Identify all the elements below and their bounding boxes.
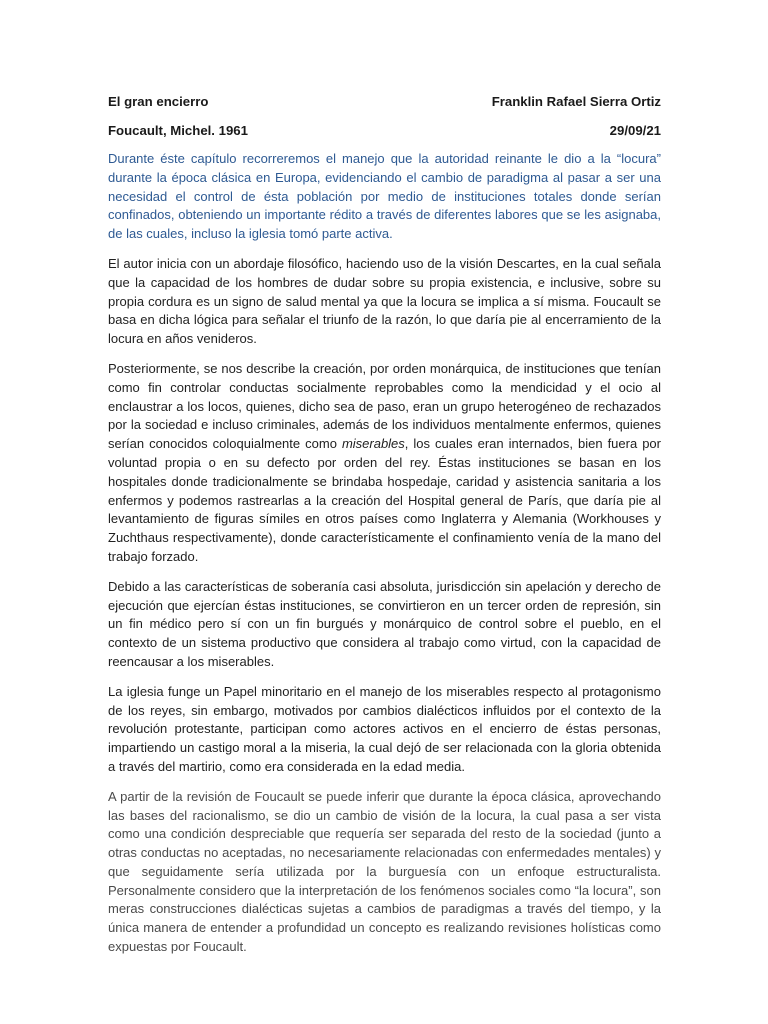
header-row-2 [108, 122, 661, 139]
paragraph-institutions-text-a: Posteriormente, se nos describe la creación, por orden monárquica, de instituciones que tenían como fin controlar conductas socialmente reprobables como la mendicidad y el ocio al enclaustrar a los locos, quienes, dicho sea de paso, eran un grupo heterogéneo de rechazados por la sociedad e incluso criminales, además de los individuos mentalmente enfermos, quienes serían conocidos coloquialmente como [108, 360, 661, 452]
document-title: El gran encierro [108, 94, 209, 109]
conclusion-paragraph: A partir de la revisión de Foucault se puede inferir que durante la época clásica, aprovechando las bases del racionalismo, se dio un cambio de visión de la locura, la cual pasa a ser vista como una condición despreciable que requería ser separada del resto de la sociedad (junto a otras conductas no aceptadas, no necesariamente relacionadas con enfermedades mentales) y que seguidamente sería utilizada por la burguesía con un enfoque estructuralista. Personalmente considero que la interpretación de los fenómenos sociales como “la locura”, son meras construcciones dialécticas sujetas a cambios de paradigmas a través del tiempo, y la única manera de entender a profundidad un concepto es realizando revisiones holísticas como expuestas por Foucault. [108, 788, 661, 955]
header-row-1 [108, 93, 661, 110]
paragraph-church: La iglesia funge un Papel minoritario en el manejo de los miserables respecto al protagonismo de los reyes, sin embargo, motivados por cambios dialécticos influidos por el contexto de la revolución protestante, participan como actores activos en el encierro de éstas personas, impartiendo un castigo moral a la miseria, la cual dejó de ser relacionada con la gloria obtenida a través del martirio, como era considerada en la edad media. [108, 683, 661, 774]
document-date: 29/09/21 [609, 123, 661, 138]
paragraph-descartes: El autor inicia con un abordaje filosófico, haciendo uso de la visión Descartes, en la cual señala que la capacidad de los hombres de dudar sobre su propia existencia, e inclusive, sobre su propia cordura es un signo de salud mental ya que la locura se implica a sí misma. Foucault se basa en dicha lógica para señalar el triunfo de la razón, lo que daría pie al encerramiento de la locura en años venideros. [108, 255, 661, 347]
paragraph-institutions [108, 360, 661, 567]
intro-paragraph: Durante éste capítulo recorreremos el manejo que la autoridad reinante le dio a la “locura” durante la época clásica en Europa, evidenciando el cambio de paradigma al pasar a ser una necesidad el control de ésta población por medio de instituciones totales donde serían confinados, obteniendo un importante rédito a través de diferentes labores que se les asignaba, de las cuales, incluso la iglesia tomó parte activa. [108, 151, 661, 242]
author-name: Franklin Rafael Sierra Ortiz [491, 94, 661, 109]
paragraph-institutions-text-b: , los cuales eran internados, bien fuera por voluntad propia o en su defecto por orden del rey. Éstas instituciones se basan en los hospitales donde tradicionalmente se brindaba hospedaje, caridad y asistencia sanitaria a los enfermos y podemos rastrearlas a la creación del Hospital general de París, que daría pie al levantamiento de figuras símiles en otros países como Inglaterra y Alemania (Workhouses y Zuchthaus respectivamente), donde característicamente el confinamiento venía de la mano del trabajo forzado. [108, 436, 661, 564]
source-reference: Foucault, Michel. 1961 [108, 123, 248, 138]
paragraph-sovereignty: Debido a las características de soberanía casi absoluta, jurisdicción sin apelación y derecho de ejecución que ejercían éstas instituciones, se convirtieron en un tercer orden de represión, sin un fin médico pero sí con un fin burgués y monárquico de control sobre el pueblo, en el contexto de un sistema productivo que considera al trabajo como virtud, con la capacidad de reencausar a los miserables. [108, 578, 661, 669]
italic-term-miserables: miserables [341, 436, 405, 452]
